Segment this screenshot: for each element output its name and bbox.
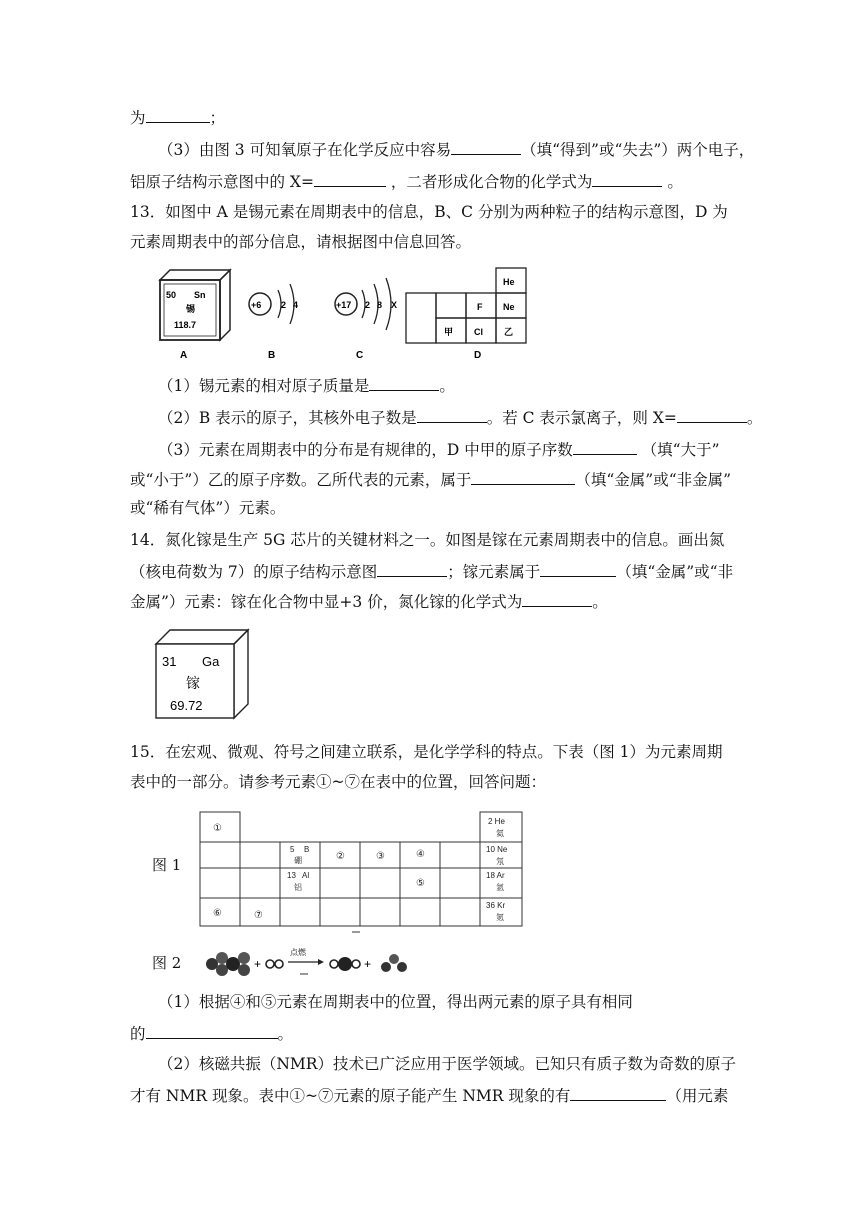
tin-name: 锡 bbox=[186, 304, 196, 314]
plus-sign: + bbox=[364, 957, 372, 971]
q13-part-3-line-3: 或“稀有气体”）元素。 bbox=[130, 499, 286, 517]
atom-c-shell-1: 2 bbox=[365, 300, 371, 310]
cell-he: He bbox=[503, 277, 515, 287]
cell-jia: 甲 bbox=[444, 327, 454, 337]
cell-ne: Ne bbox=[503, 302, 515, 312]
argon-label: 18 Ar bbox=[486, 871, 505, 880]
answer-blank[interactable] bbox=[522, 590, 592, 607]
answer-blank[interactable] bbox=[146, 106, 210, 123]
q12-line-1: 为 ； bbox=[130, 106, 225, 128]
atom-c-nucleus: +17 bbox=[336, 300, 352, 310]
q12-line-3: 铝原子结构示意图中的 X= ，二者形成化合物的化学式为 。 bbox=[130, 170, 683, 192]
reactant-molecule-1 bbox=[206, 952, 250, 976]
gallium-mass: 69.72 bbox=[170, 698, 203, 713]
q14-line-2: （核电荷数为 7）的原子结构示意图 ；镓元素属于 （填“金属”或“非 bbox=[130, 560, 733, 582]
answer-blank[interactable] bbox=[314, 170, 386, 187]
krypton-label: 36 Kr bbox=[486, 901, 506, 910]
element-2: ② bbox=[336, 851, 345, 862]
element-7: ⑦ bbox=[254, 910, 263, 921]
cell-cl: Cl bbox=[474, 327, 483, 337]
boron-symbol: B bbox=[304, 845, 310, 854]
aluminum-name: 铝 bbox=[294, 883, 302, 892]
q13-part-3: （3）元素在周期表中的分布是有规律的，D 中甲的原子序数 （填“大于” bbox=[158, 438, 720, 460]
element-3: ③ bbox=[376, 851, 385, 862]
q15-line-1: 15．在宏观、微观、符号之间建立联系，是化学学科的特点。下表（图 1）为元素周期 bbox=[130, 743, 723, 761]
neon-label: 10 Ne bbox=[486, 845, 508, 854]
answer-blank[interactable] bbox=[471, 468, 575, 485]
q13-part-3-line-2: 或“小于”）乙的原子序数。乙所代表的元素，属于 （填“金属”或“非金属” bbox=[130, 468, 731, 490]
helium-label: 2 He bbox=[488, 817, 505, 826]
aluminum-number: 13 bbox=[287, 871, 296, 880]
figure-1-label: 图 1 bbox=[152, 856, 182, 874]
q15-part-1-line-2: 的 。 bbox=[130, 1022, 293, 1044]
atom-b-shell-1: 2 bbox=[281, 300, 287, 310]
answer-blank[interactable] bbox=[570, 1084, 666, 1101]
atom-c-shell-2: 8 bbox=[377, 300, 383, 310]
gallium-element-card bbox=[152, 626, 252, 722]
gallium-atomic-number: 31 bbox=[162, 654, 177, 669]
element-1: ① bbox=[213, 823, 222, 834]
cell-f: F bbox=[477, 302, 483, 312]
fig-label-a: A bbox=[180, 350, 188, 361]
q13-part-1: （1）锡元素的相对原子质量是 。 bbox=[158, 374, 455, 396]
element-5: ⑤ bbox=[416, 878, 425, 889]
q13-figure bbox=[150, 262, 570, 362]
figure-2-label: 图 2 bbox=[152, 954, 182, 972]
gallium-name: 镓 bbox=[186, 675, 200, 691]
q13-stem-line-1: 13．如图中 A 是锡元素在周期表中的信息，B、C 分别为两种粒子的结构示意图，D 为 bbox=[130, 203, 728, 221]
atom-c-structure bbox=[335, 278, 397, 361]
reactant-molecule-2 bbox=[266, 960, 283, 968]
answer-blank[interactable] bbox=[417, 406, 487, 423]
q13-part-2: （2）B 表示的原子，其核外电子数是 。若 C 表示氯离子，则 X= 。 bbox=[158, 406, 762, 428]
plus-sign: + bbox=[254, 957, 262, 971]
atom-c-shell-3: X bbox=[391, 300, 398, 310]
answer-blank[interactable] bbox=[573, 438, 637, 455]
tin-atomic-number: 50 bbox=[166, 290, 177, 300]
periodic-table-fragment-d bbox=[406, 268, 526, 361]
tin-mass: 118.7 bbox=[174, 320, 197, 330]
q12-line-2: （3）由图 3 可知氧原子在化学反应中容易 （填“得到”或“失去”）两个电子， bbox=[158, 138, 754, 160]
fig-label-d: D bbox=[474, 350, 482, 361]
element-4: ④ bbox=[416, 849, 425, 860]
q15-part-2: （2）核磁共振（NMR）技术已广泛应用于医学领域。已知只有质子数为奇数的原子 bbox=[158, 1055, 736, 1073]
fig-label-b: B bbox=[268, 350, 276, 361]
tin-symbol: Sn bbox=[194, 290, 206, 300]
atom-b-nucleus: +6 bbox=[251, 300, 262, 310]
boron-number: 5 bbox=[290, 845, 295, 854]
periodic-table-figure-1 bbox=[196, 808, 530, 934]
argon-name: 氩 bbox=[496, 883, 504, 892]
neon-name: 氖 bbox=[496, 857, 504, 866]
tin-element-card bbox=[160, 270, 230, 361]
atom-b-structure bbox=[249, 284, 298, 361]
q14-line-3: 金属”）元素：镓在化合物中显+3 价，氮化镓的化学式为 。 bbox=[130, 590, 608, 612]
atom-b-shell-2: 4 bbox=[293, 300, 299, 310]
product-molecule-1 bbox=[330, 957, 360, 971]
answer-blank[interactable] bbox=[451, 138, 521, 155]
q15-line-2: 表中的一部分。请参考元素①~⑦在表中的位置，回答问题： bbox=[130, 773, 546, 791]
reaction-condition: 点燃 bbox=[290, 948, 306, 957]
answer-blank[interactable] bbox=[592, 170, 662, 187]
boron-name: 硼 bbox=[294, 856, 302, 865]
answer-blank[interactable] bbox=[540, 560, 616, 577]
element-6: ⑥ bbox=[213, 908, 222, 919]
q15-part-1: （1）根据④和⑤元素在周期表中的位置，得出两元素的原子具有相同 bbox=[158, 993, 633, 1011]
fig-label-c: C bbox=[356, 350, 364, 361]
q13-stem-line-2: 元素周期表中的部分信息，请根据图中信息回答。 bbox=[130, 233, 472, 251]
aluminum-symbol: Al bbox=[302, 871, 310, 880]
helium-name: 氦 bbox=[496, 829, 504, 838]
answer-blank[interactable] bbox=[369, 374, 439, 391]
product-molecule-2 bbox=[381, 954, 407, 972]
cell-yi: 乙 bbox=[504, 327, 514, 337]
answer-blank[interactable] bbox=[146, 1022, 278, 1039]
reaction-figure-2 bbox=[200, 944, 420, 980]
q15-part-2-line-2: 才有 NMR 现象。表中①~⑦元素的原子能产生 NMR 现象的有 （用元素 bbox=[130, 1084, 728, 1106]
krypton-name: 氪 bbox=[496, 913, 504, 922]
answer-blank[interactable] bbox=[377, 560, 447, 577]
answer-blank[interactable] bbox=[677, 406, 747, 423]
gallium-symbol: Ga bbox=[202, 654, 220, 669]
q14-line-1: 14．氮化镓是生产 5G 芯片的关键材料之一。如图是镓在元素周期表中的信息。画出氮 bbox=[130, 531, 725, 549]
